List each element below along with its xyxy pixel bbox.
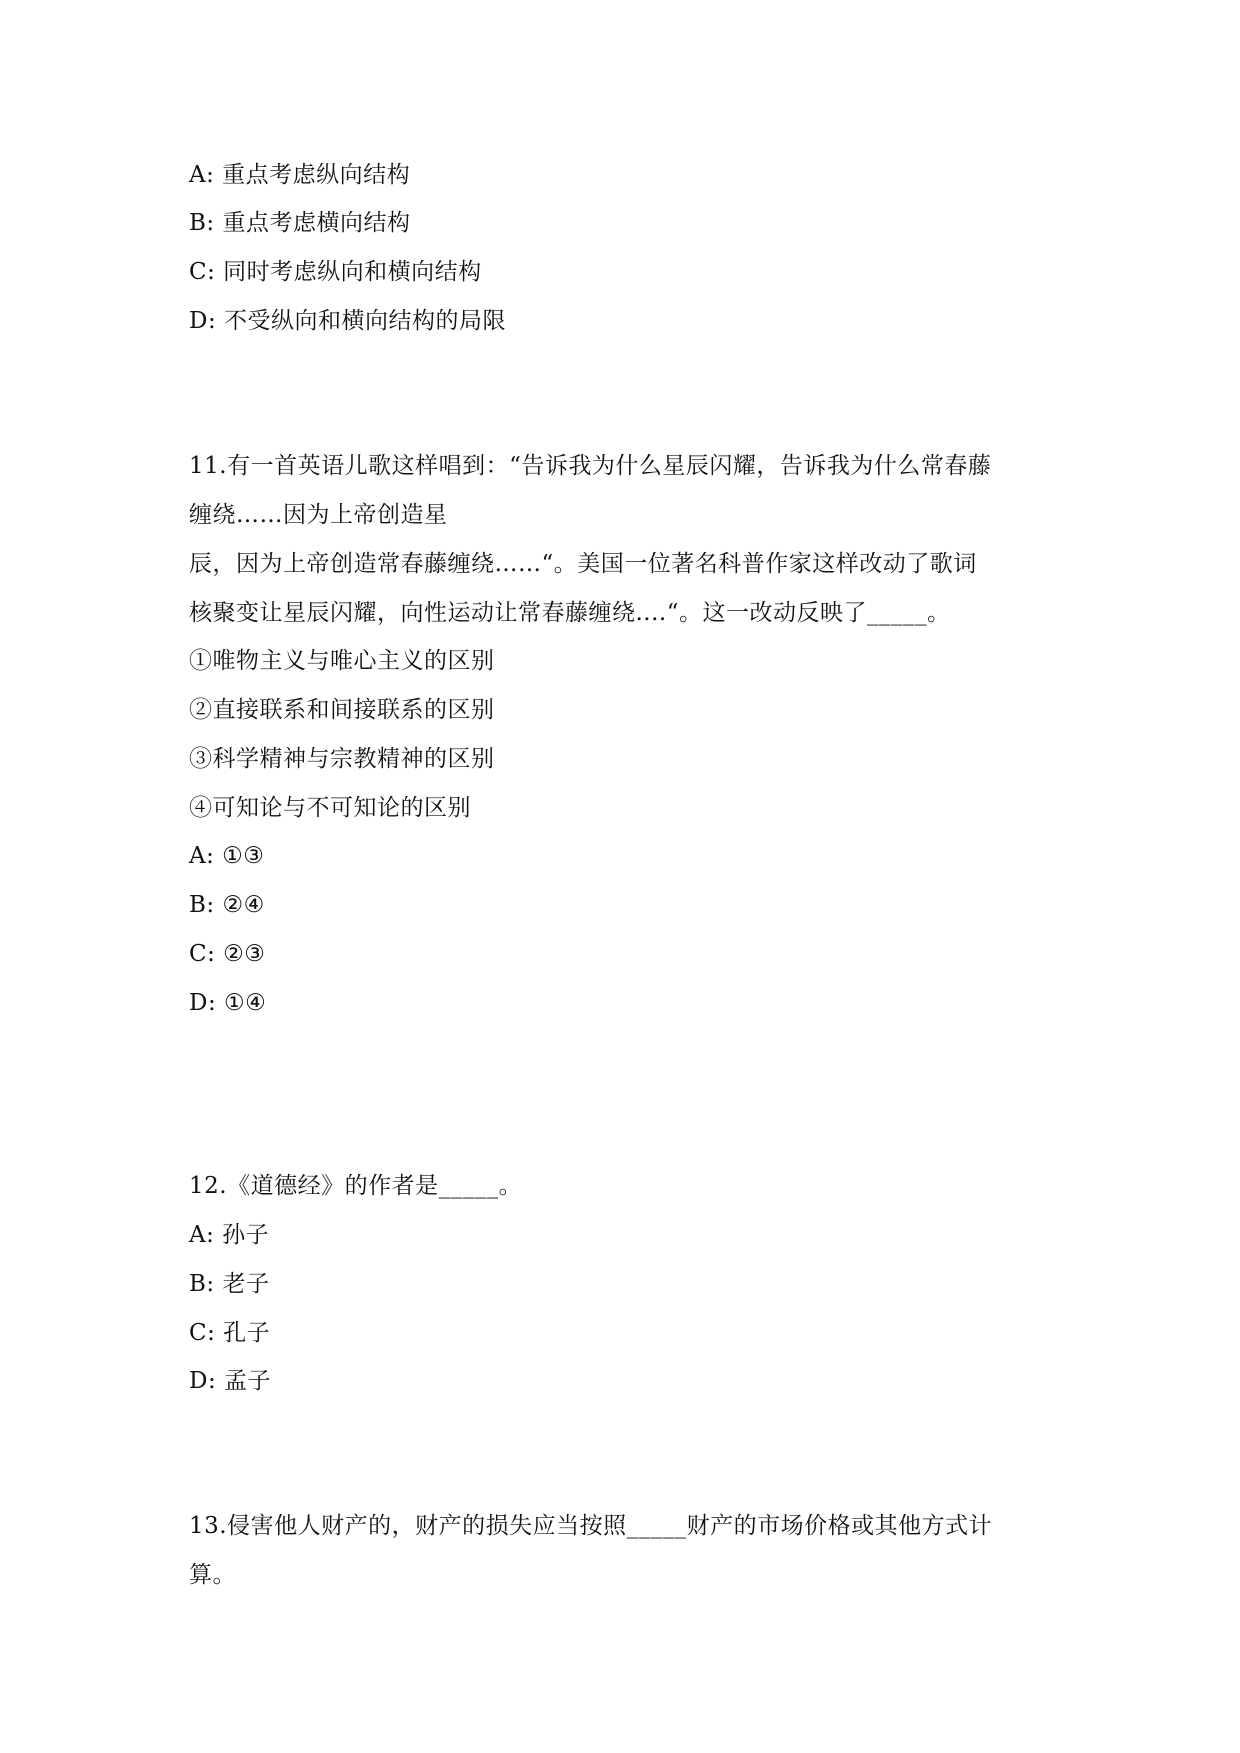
q11-stem-line-3: 辰，因为上帝创造常春藤缠绕……“。美国一位著名科普作家这样改动了歌词 xyxy=(189,551,977,577)
q11-option-d: D: ①④ xyxy=(189,990,267,1016)
q12-option-c: C: 孔子 xyxy=(189,1320,271,1346)
q10-option-c: C: 同时考虑纵向和横向结构 xyxy=(189,259,482,285)
q13-stem-line-1: 13.侵害他人财产的，财产的损失应当按照_____财产的市场价格或其他方式计 xyxy=(189,1513,993,1539)
q10-option-a: A: 重点考虑纵向结构 xyxy=(189,162,411,188)
q10-option-b: B: 重点考虑横向结构 xyxy=(189,210,411,236)
q11-stem-line-4: 核聚变让星辰闪耀，向性运动让常春藤缠绕....“。这一改动反映了_____。 xyxy=(189,600,951,626)
q12-stem: 12.《道德经》的作者是_____。 xyxy=(189,1173,523,1199)
q11-stem-line-2: 缠绕……因为上帝创造星 xyxy=(189,502,448,528)
q11-statement-3: ③科学精神与宗教精神的区别 xyxy=(189,746,495,772)
q13-stem-line-2: 算。 xyxy=(189,1562,236,1588)
q11-statement-1: ①唯物主义与唯心主义的区别 xyxy=(189,648,495,674)
q11-option-b: B: ②④ xyxy=(189,892,265,918)
q11-option-a: A: ①③ xyxy=(189,843,265,869)
q11-stem-line-1: 11.有一首英语儿歌这样唱到：“告诉我为什么星辰闪耀，告诉我为什么常春藤 xyxy=(189,453,992,479)
q11-statement-4: ④可知论与不可知论的区别 xyxy=(189,795,471,821)
q12-option-b: B: 老子 xyxy=(189,1271,270,1297)
q11-statement-2: ②直接联系和间接联系的区别 xyxy=(189,697,495,723)
q11-option-c: C: ②③ xyxy=(189,941,266,967)
q12-option-a: A: 孙子 xyxy=(189,1222,270,1248)
q10-option-d: D: 不受纵向和横向结构的局限 xyxy=(189,308,507,334)
q12-option-d: D: 孟子 xyxy=(189,1368,272,1394)
